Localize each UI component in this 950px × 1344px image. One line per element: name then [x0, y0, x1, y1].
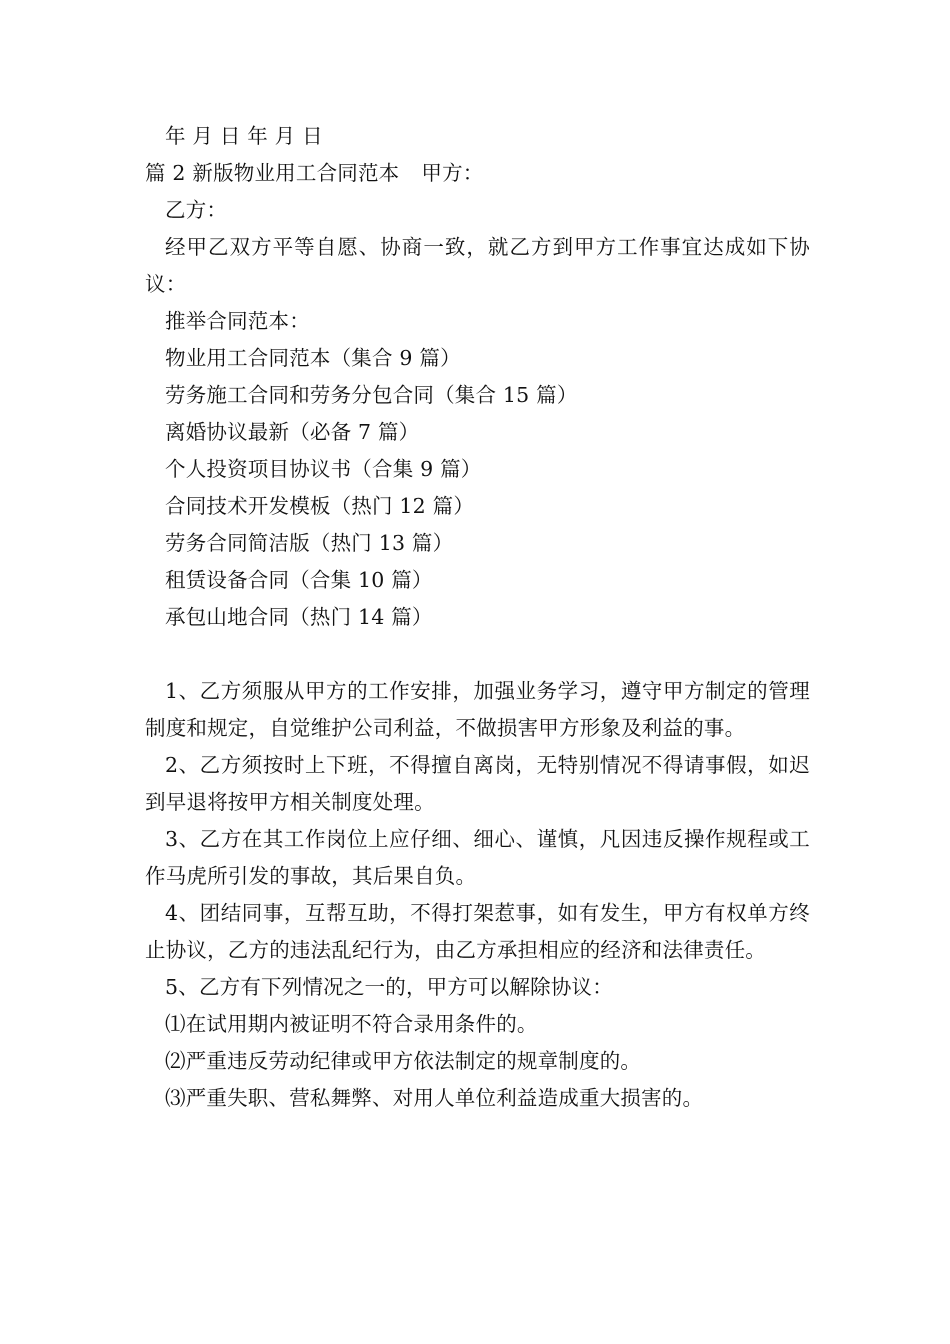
- recommend-item: 劳务合同简洁版（热门 13 篇）: [165, 531, 454, 555]
- recommend-item: 合同技术开发模板（热门 12 篇）: [165, 494, 475, 518]
- recommend-item: 劳务施工合同和劳务分包合同（集合 15 篇）: [165, 383, 578, 407]
- document-title: 篇 2 新版物业用工合同范本: [145, 161, 400, 185]
- title-line: [145, 155, 810, 192]
- party-b-label: 乙方：: [165, 198, 228, 222]
- recommend-item: 租赁设备合同（合集 10 篇）: [165, 568, 433, 592]
- recommend-item: 物业用工合同范本（集合 9 篇）: [165, 346, 461, 370]
- party-a-label: 甲方：: [421, 161, 484, 185]
- date-line: 年 月 日 年 月 日: [165, 124, 323, 148]
- recommend-heading: 推举合同范本：: [165, 309, 310, 333]
- document-body: [145, 118, 810, 1117]
- recommend-item: 离婚协议最新（必备 7 篇）: [165, 420, 420, 444]
- sub-clause: ⑶严重失职、营私舞弊、对用人单位利益造成重大损害的。: [165, 1086, 704, 1110]
- recommend-item: 承包山地合同（热门 14 篇）: [165, 605, 433, 629]
- clause-paragraph: 3、乙方在其工作岗位上应仔细、细心、谨慎，凡因违反操作规程或工作马虎所引发的事故，其后果自负。: [145, 827, 810, 888]
- clause-paragraph: 5、乙方有下列情况之一的，甲方可以解除协议：: [165, 975, 613, 999]
- clause-paragraph: 2、乙方须按时上下班，不得擅自离岗，无特别情况不得请事假，如迟到早退将按甲方相关制度处理。: [145, 753, 810, 814]
- intro-paragraph: 经甲乙双方平等自愿、协商一致，就乙方到甲方工作事宜达成如下协议：: [145, 235, 810, 296]
- clause-paragraph: 4、团结同事，互帮互助，不得打架惹事，如有发生，甲方有权单方终止协议，乙方的违法乱纪行为，由乙方承担相应的经济和法律责任。: [145, 901, 810, 962]
- sub-clause: ⑵严重违反劳动纪律或甲方依法制定的规章制度的。: [165, 1049, 642, 1073]
- blank-line: [145, 636, 810, 673]
- sub-clause: ⑴在试用期内被证明不符合录用条件的。: [165, 1012, 538, 1036]
- clause-paragraph: 1、乙方须服从甲方的工作安排，加强业务学习，遵守甲方制定的管理制度和规定，自觉维护公司利益，不做损害甲方形象及利益的事。: [145, 679, 810, 740]
- recommend-item: 个人投资项目协议书（合集 9 篇）: [165, 457, 482, 481]
